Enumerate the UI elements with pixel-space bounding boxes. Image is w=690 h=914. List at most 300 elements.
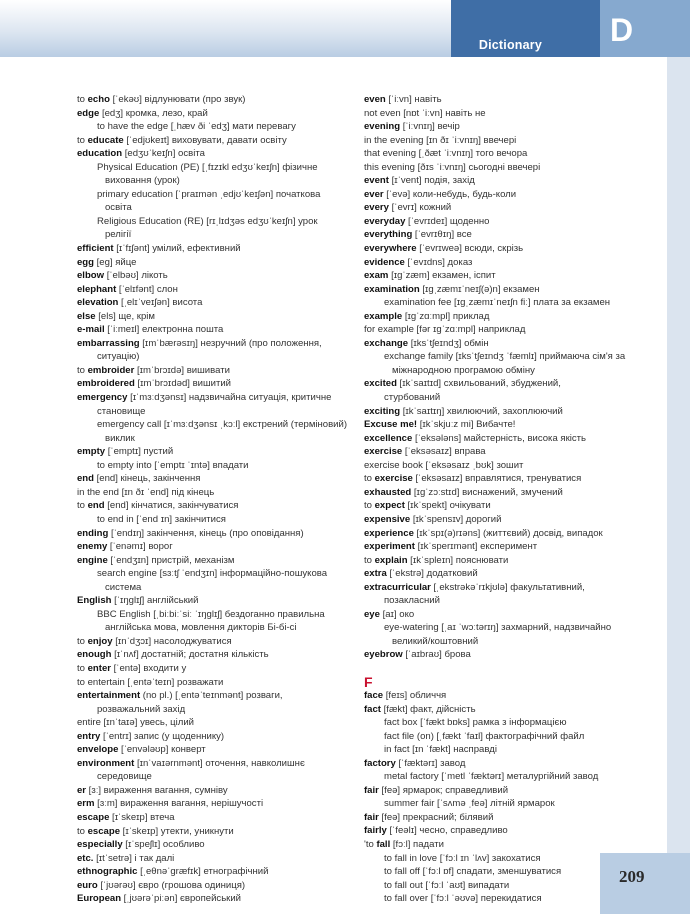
entry-pronunciation: [ɪˈnʌf] (111, 649, 142, 661)
entry-headword: exam (364, 270, 389, 282)
dictionary-entry (87, 608, 347, 622)
entry-headword: embarrassing (77, 337, 140, 349)
dictionary-entry (77, 391, 347, 405)
dictionary-entry (87, 770, 347, 784)
entry-translation: закінчитися (174, 513, 226, 525)
entry-translation: ще, крім (118, 310, 155, 322)
entry-pronunciation: [ˈɪŋglɪʃ] (111, 595, 147, 607)
entry-pronunciation: search engine [sɜːtʃ ˈendʒɪn] (97, 568, 220, 580)
dictionary-entry (77, 364, 347, 378)
entry-pronunciation: [ˈekəʊ] (109, 94, 145, 105)
dictionary-entry (364, 472, 654, 486)
entry-prefix: to (77, 94, 88, 105)
entry-pronunciation: [ˈentə] (110, 662, 144, 674)
entry-translation: релігії (105, 229, 132, 241)
dictionary-entry (77, 377, 347, 391)
entry-headword: emergency (77, 392, 128, 404)
dictionary-entry (364, 418, 654, 432)
dictionary-entry (87, 567, 347, 581)
entry-headword: envelope (77, 744, 119, 756)
entry-headword: elevation (77, 297, 119, 309)
entry-pronunciation: [ɪˈskeɪp] (109, 811, 151, 823)
page-number: 209 (619, 867, 645, 886)
entry-headword: exercise (374, 473, 413, 485)
entry-translation: середовище (97, 771, 152, 783)
entry-headword: everywhere (364, 243, 417, 255)
entry-translation: становище (97, 405, 146, 417)
entry-prefix: to (77, 364, 88, 376)
entry-translation: око (399, 608, 415, 620)
entry-translation: англійський (146, 595, 199, 607)
dictionary-entry (77, 93, 347, 107)
entry-pronunciation: [ɪksˈtʃeɪndʒ] (408, 337, 465, 349)
entry-translation: захмарний, надзвичайно (501, 622, 612, 634)
entry-headword: enough (77, 649, 112, 661)
entry-pronunciation: [ˈaɪbraʊ] (402, 649, 445, 661)
entry-pronunciation: [ɪˈmɜːdʒənsɪ] (127, 392, 189, 404)
dictionary-entry (77, 797, 347, 811)
entry-translation: розважальний захід (97, 703, 186, 715)
dictionary-entry (77, 310, 347, 324)
entry-translation: великий/коштовний (392, 635, 479, 647)
entry-pronunciation: [ˈeksəsaɪz] (402, 446, 455, 458)
entry-pronunciation: [ɪnˈdʒɔɪ] (112, 635, 154, 647)
entry-headword: fall (376, 839, 391, 851)
entry-headword: everyday (364, 215, 406, 227)
entry-translation: рамка з інформацією (472, 717, 567, 729)
entry-pronunciation: (no pl.) [ˌentəˈteɪnmənt] (140, 690, 246, 702)
entry-pronunciation: [ˈiːvn] (385, 94, 415, 105)
entry-pronunciation: [edʒ] (99, 107, 126, 119)
entry-pronunciation: [ˈendɪŋ] (108, 527, 147, 539)
entry-prefix: to (77, 635, 88, 647)
side-strip (667, 57, 690, 853)
entry-pronunciation: [ˈendʒɪn] (107, 554, 152, 566)
dictionary-entry (87, 405, 347, 419)
entry-headword: empty (77, 446, 106, 458)
entry-headword: elephant (77, 283, 117, 295)
entry-headword: especially (77, 839, 123, 851)
dictionary-entry (364, 527, 654, 541)
entry-pronunciation: [ˈevə] (383, 188, 413, 200)
entry-pronunciation: [end] (93, 473, 121, 485)
entry-pronunciation: [ɪkˈspleɪn] (407, 554, 456, 566)
entry-translation: надзвичайна ситуація, критичне (188, 392, 332, 404)
dictionary-entry (87, 459, 347, 473)
entry-headword: everything (364, 229, 413, 241)
entry-translation: ворог (148, 541, 173, 553)
entry-pronunciation: [els] (95, 310, 119, 322)
entry-translation: утекти, уникнути (160, 825, 234, 837)
entry-translation: пояснювати (455, 554, 509, 566)
entry-headword: excellence (364, 432, 413, 444)
entry-pronunciation: [ˈelɪfənt] (116, 283, 157, 295)
entry-translation: пустий (143, 446, 174, 458)
entry-translation: виховання (урок) (105, 175, 180, 187)
entry-translation: приклад (452, 310, 490, 322)
dictionary-entry (77, 499, 347, 513)
entry-translation: кінець, закінчення (120, 473, 201, 485)
dictionary-entry (77, 296, 347, 310)
entry-translation: (життєвий) досвід, випадок (482, 527, 603, 539)
entry-pronunciation: metal factory [ˈmetl ˈfæktərɪ] (384, 771, 507, 783)
entry-pronunciation: [ˌjʊərəˈpiːən] (121, 893, 181, 905)
entry-pronunciation: [ɪkˈspɪ(ə)rɪəns] (413, 527, 483, 539)
entry-translation: дорогий (465, 513, 502, 525)
entry-pronunciation: to end in [ˈend ɪn] (97, 513, 175, 525)
entry-translation: все (456, 229, 472, 241)
entry-pronunciation: [ˈeksəsaɪz] (412, 473, 466, 485)
dictionary-entry (77, 662, 347, 676)
entry-pronunciation: [ɪtˈsetrə] (93, 852, 135, 864)
entry-headword: escape (87, 825, 121, 837)
dictionary-entry (77, 879, 347, 893)
entry-translation: екзамен (503, 283, 540, 295)
dictionary-entry (364, 215, 654, 229)
dictionary-entry (77, 757, 347, 771)
entry-pronunciation: to fall off [ˈfɔːl ɒf] (384, 866, 457, 878)
entry-headword: eye (364, 608, 380, 620)
dictionary-entry (364, 283, 654, 297)
entry-translation: навіть (414, 94, 442, 105)
entry-translation: система (105, 581, 142, 593)
entry-pronunciation: [ˈevrɪ] (388, 202, 420, 214)
dictionary-entry (364, 269, 654, 283)
dictionary-entry (87, 418, 347, 432)
entry-pronunciation: [ɪgˈzæm] (388, 270, 433, 282)
dictionary-entry (77, 838, 347, 852)
dictionary-entry (374, 797, 654, 811)
dictionary-entry (95, 621, 347, 635)
entry-translation: вправлятися, тренуватися (465, 473, 582, 485)
entry-translation: наприклад (478, 324, 526, 336)
entry-translation: увесь, цілий (140, 717, 194, 729)
entry-translation: схвильований, збуджений, (443, 378, 561, 390)
entry-translation: початкова (275, 188, 321, 200)
entry-translation: євро (грошова одиниця) (138, 879, 246, 891)
dictionary-entry (374, 296, 654, 310)
entry-translation: урок (298, 215, 318, 227)
entry-pronunciation: [ɪkˈspekt] (404, 500, 450, 512)
dictionary-entry (364, 228, 654, 242)
entry-pronunciation: [ɜː] (86, 784, 104, 796)
entry-pronunciation: to entertain [ˌentəˈteɪn] (77, 676, 177, 688)
entry-translation: конверт (171, 744, 206, 756)
dictionary-entry (364, 161, 654, 175)
entry-translation: і так далі (134, 852, 175, 864)
entry-headword: educate (87, 134, 124, 146)
dictionary-entry (77, 784, 347, 798)
entry-pronunciation: [ˈedjʊkeɪt] (123, 134, 172, 146)
entry-translation: майстерність, висока якість (463, 432, 586, 444)
dictionary-entry (364, 120, 654, 134)
dictionary-entry (382, 635, 654, 649)
entry-translation: незручний (про положення, (200, 337, 322, 349)
entry-translation: вправа (454, 446, 486, 458)
entry-pronunciation: examination fee [ɪgˌzæmɪˈneɪʃn fiː] (384, 297, 534, 309)
left-column (77, 93, 347, 906)
dictionary-entry (364, 486, 654, 500)
entry-pronunciation: in the end [ɪn ðɪ ˈend] (77, 486, 172, 498)
page-number-box (600, 853, 690, 914)
entry-pronunciation: [ɪkˈspensɪv] (410, 513, 466, 525)
entry-translation: додатковий (426, 568, 478, 580)
dictionary-entry (87, 120, 347, 134)
entry-translation: втеча (150, 811, 175, 823)
dictionary-entry (77, 486, 347, 500)
entry-headword: extra (364, 568, 387, 580)
entry-pronunciation: Religious Education (RE) [rɪˌlɪdʒəs edʒʊˈkeɪʃn] (97, 215, 299, 227)
entry-pronunciation: Physical Education (PE) [ˌfɪzɪkl edʒʊˈkeɪʃn] (97, 161, 283, 173)
right-column (364, 93, 654, 906)
entry-pronunciation: summer fair [ˈsʌmə ˌfeə] (384, 798, 491, 810)
entry-translation: металургійний завод (506, 771, 599, 783)
entry-translation: літній ярмарок (490, 798, 555, 810)
entry-headword: even (364, 94, 386, 105)
entry-translation: факт, дійсність (410, 703, 476, 715)
dictionary-entry (87, 703, 347, 717)
dictionary-entry (364, 784, 654, 798)
entry-pronunciation: [ˈekstrə] (386, 568, 427, 580)
dictionary-entry (77, 594, 347, 608)
dictionary-entry (95, 201, 347, 215)
entry-translation: міжнародною програмою обміну (392, 364, 535, 376)
dictionary-entry (77, 892, 347, 906)
entry-headword: explain (374, 554, 408, 566)
entry-pronunciation: [ˈfæktərɪ] (395, 757, 441, 769)
dictionary-entry (364, 648, 654, 662)
entry-translation: вишивати (186, 364, 230, 376)
section-tab (451, 0, 600, 57)
entry-translation: Вибачте! (476, 419, 516, 431)
entry-translation: падати (413, 839, 444, 851)
entry-pronunciation: [ɪkˈsperɪmənt] (414, 541, 481, 553)
dictionary-entry (87, 161, 347, 175)
dictionary-entry (77, 269, 347, 283)
entry-translation: ввечері (483, 134, 517, 146)
section-label: Dictionary (478, 38, 542, 52)
entry-translation: умілий, ефективний (152, 243, 241, 255)
entry-prefix: to (77, 662, 88, 674)
entry-translation: кінчатися, закінчуватися (131, 500, 239, 512)
dictionary-entry (364, 838, 654, 852)
entry-pronunciation: to fall out [ˈfɔːl ˈaʊt] (384, 879, 468, 891)
dictionary-entry (374, 594, 654, 608)
entry-headword: entry (77, 730, 101, 742)
dictionary-entry (87, 513, 347, 527)
entry-headword: face (364, 690, 384, 702)
entry-pronunciation: [ɪˈvent] (388, 175, 425, 187)
entry-pronunciation: [ˈevrɪθɪŋ] (412, 229, 457, 241)
dictionary-entry (374, 391, 654, 405)
entry-prefix: to (77, 825, 88, 837)
entry-translation: насолоджуватися (153, 635, 232, 647)
entry-pronunciation: to empty into [ˈemptɪ ˈɪntə] (97, 459, 213, 471)
entry-pronunciation: [ɪmˈbrɔɪdəd] (134, 378, 193, 390)
entry-headword: exercise (364, 446, 403, 458)
dictionary-entry (77, 635, 347, 649)
entry-pronunciation: [ɪnˈvaɪərnmənt] (134, 757, 206, 769)
entry-translation: вираження вагання, сумніву (103, 784, 228, 796)
entry-translation: входити у (143, 662, 187, 674)
entry-pronunciation: [ˈeksələns] (412, 432, 464, 444)
dictionary-entry (77, 554, 347, 568)
entry-pronunciation: exercise book [ˈeksəsaɪz ˌbʊk] (364, 459, 497, 471)
dictionary-entry (364, 703, 654, 717)
dictionary-entry (364, 256, 654, 270)
entry-headword: eyebrow (364, 649, 403, 661)
dictionary-entry (364, 540, 654, 554)
entry-pronunciation: fact file (on) [ˌfækt ˈfaɪl] (384, 730, 486, 742)
entry-pronunciation: [ɪˈfɪʃənt] (113, 243, 153, 255)
entry-translation: висота (172, 297, 203, 309)
entry-translation: європейський (180, 893, 242, 905)
dictionary-entry (77, 865, 347, 879)
entry-translation: запис (у щоденнику) (134, 730, 225, 742)
entry-pronunciation: [edʒʊˈkeɪʃn] (122, 148, 179, 160)
entry-translation: розваги, (245, 690, 283, 702)
dictionary-entry (77, 283, 347, 297)
entry-pronunciation: [ɪˈspeʃlɪ] (122, 839, 163, 851)
entry-headword: fact (364, 703, 381, 715)
dictionary-entry (364, 134, 654, 148)
entry-headword: exhausted (364, 486, 412, 498)
entry-translation: етнографічний (203, 866, 269, 878)
entry-headword: examination (364, 283, 420, 295)
dictionary-entry (374, 743, 654, 757)
entry-translation: відлунювати (про звук) (144, 94, 246, 105)
dictionary-entry (374, 770, 654, 784)
entry-headword: embroider (87, 364, 135, 376)
entry-pronunciation: [ɪmˈbrɔɪdə] (134, 364, 187, 376)
dictionary-entry (364, 432, 654, 446)
dictionary-entry (364, 608, 654, 622)
entry-headword: euro (77, 879, 98, 891)
entry-pronunciation: emergency call [ɪˈmɜːdʒənsɪ ˌkɔːl] (97, 419, 243, 431)
dictionary-entry (364, 459, 654, 473)
dictionary-entry (364, 147, 654, 161)
entry-prefix: 'to (364, 839, 377, 851)
dictionary-entry (364, 499, 654, 513)
entry-pronunciation: [ˈenəmɪ] (107, 541, 149, 553)
entry-translation: розважати (177, 676, 224, 688)
entry-headword: factory (364, 757, 396, 769)
dictionary-entry (364, 201, 654, 215)
entry-headword: every (364, 202, 389, 214)
entry-headword: er (77, 784, 87, 796)
entry-translation: всюди, скрізь (464, 243, 524, 255)
entry-translation: виховувати, давати освіту (171, 134, 287, 146)
entry-headword: education (77, 148, 123, 160)
dictionary-entry (77, 716, 347, 730)
dictionary-entry (87, 350, 347, 364)
entry-translation: мати перевагу (232, 121, 296, 133)
dictionary-entry (364, 811, 654, 825)
section-letter: F (364, 673, 373, 690)
entry-pronunciation: entire [ɪnˈtaɪə] (77, 717, 141, 729)
entry-translation: лікоть (141, 270, 168, 282)
dictionary-entry (77, 147, 347, 161)
entry-translation: приймаюча сім'я за (539, 351, 626, 363)
entry-headword: elbow (77, 270, 105, 282)
entry-headword: engine (77, 554, 108, 566)
dictionary-entry (374, 730, 654, 744)
entry-translation: експеримент (480, 541, 538, 553)
dictionary-entry (364, 567, 654, 581)
entry-pronunciation: fact box [ˈfækt bɒks] (384, 717, 473, 729)
entry-headword: ethnographic (77, 866, 138, 878)
entry-headword: ending (77, 527, 109, 539)
entry-translation: закінчення, кінець (про оповідання) (146, 527, 304, 539)
dictionary-entry (77, 337, 347, 351)
entry-translation: впадати (212, 459, 249, 471)
entry-translation: завод (440, 757, 466, 769)
entry-pronunciation: [eg] (93, 256, 116, 268)
dictionary-entry (95, 432, 347, 446)
dictionary-entry (95, 228, 347, 242)
entry-headword: else (77, 310, 96, 322)
entry-translation: прекрасний; білявий (402, 811, 494, 823)
dictionary-entry (77, 242, 347, 256)
entry-translation: екзамен, іспит (432, 270, 496, 282)
dictionary-entry (95, 174, 347, 188)
entry-pronunciation: [ɪˈskeɪp] (120, 825, 161, 837)
entry-pronunciation: [ˈentrɪ] (100, 730, 134, 742)
entry-pronunciation: [ɪgˈzɑːmpl] (402, 310, 453, 322)
entry-translation: подія, захід (424, 175, 475, 187)
entry-headword: environment (77, 757, 135, 769)
dictionary-entry (364, 757, 654, 771)
entry-translation: інформаційно-пошукова (219, 568, 328, 580)
entry-headword: echo (87, 94, 110, 105)
entry-headword: event (364, 175, 389, 187)
dictionary-entry (77, 107, 347, 121)
dictionary-entry (77, 472, 347, 486)
entry-headword: exchange (364, 337, 409, 349)
dictionary-entry (77, 676, 347, 690)
dictionary-entry (77, 689, 347, 703)
entry-translation: коли-небудь, будь-коли (412, 188, 517, 200)
entry-pronunciation: [ˈfeəlɪ] (386, 825, 420, 837)
dictionary-entry (374, 716, 654, 730)
entry-pronunciation: not even [nɒt ˈiːvn] (364, 107, 446, 119)
entry-headword: expect (374, 500, 405, 512)
section-letter-heading: D (610, 12, 634, 48)
entry-translation: виклик (105, 432, 135, 444)
dictionary-entry (364, 824, 654, 838)
entry-translation: навіть не (445, 107, 486, 119)
entry-translation: вишитий (192, 378, 231, 390)
dictionary-entry (95, 581, 347, 595)
entry-pronunciation: [ɪkˈskjuːz mi] (417, 419, 477, 431)
entry-translation: ярмарок; справедливий (402, 784, 509, 796)
entry-prefix: to (364, 554, 375, 566)
entry-headword: enemy (77, 541, 108, 553)
entry-pronunciation: [fɔːl] (390, 839, 414, 851)
entry-pronunciation: for example [fər ɪgˈzɑːmpl] (364, 324, 479, 336)
entry-translation: брова (444, 649, 471, 661)
dictionary-entry (77, 743, 347, 757)
entry-headword: efficient (77, 243, 114, 255)
entry-translation: особливо (162, 839, 205, 851)
entry-translation: оточення, навколишнє (205, 757, 305, 769)
entry-pronunciation: exchange family [ɪksˈtʃeɪndʒ ˈfæmlɪ] (384, 351, 540, 363)
entry-pronunciation: [ˈenvələʊp] (118, 744, 172, 756)
dictionary-entry (77, 852, 347, 866)
dictionary-entry (77, 323, 347, 337)
entry-prefix: to (364, 500, 375, 512)
entry-pronunciation: to have the edge [ˌhæv ði ˈedʒ] (97, 121, 233, 133)
